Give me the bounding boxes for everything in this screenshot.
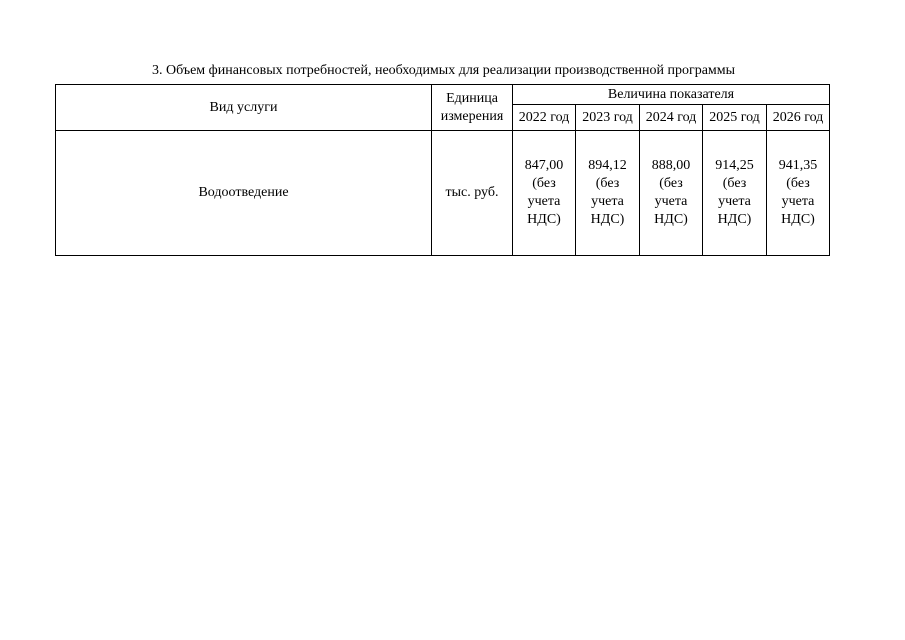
financial-needs-table [55,84,830,256]
header-unit-text: Единица измерения [440,90,504,124]
header-year-2024: 2024 год [640,105,703,131]
cell-value-2024 [640,131,703,256]
header-year-2023: 2023 год [576,105,640,131]
header-indicator: Величина показателя [513,85,830,105]
cell-value-2022 [513,131,576,256]
value-2025-text: 914,25 (без учета НДС) [715,158,754,227]
value-2022-text: 847,00 (без учета НДС) [524,158,564,227]
table-row [56,131,830,256]
header-year-2026: 2026 год [767,105,830,131]
value-2026-text: 941,35 (без учета НДС) [778,158,818,227]
document-title: 3. Объем финансовых потребностей, необходимых для реализации производственной программы [151,63,736,78]
cell-value-2025 [703,131,767,256]
cell-service: Водоотведение [56,131,432,256]
cell-unit: тыс. руб. [432,131,513,256]
header-service: Вид услуги [56,85,432,131]
value-2023-text: 894,12 (без учета НДС) [588,158,627,227]
header-year-2022: 2022 год [513,105,576,131]
cell-value-2026 [767,131,830,256]
cell-value-2023 [576,131,640,256]
header-year-2025: 2025 год [703,105,767,131]
header-unit [432,85,513,131]
value-2024-text: 888,00 (без учета НДС) [651,158,691,227]
header-row-top [56,85,830,105]
